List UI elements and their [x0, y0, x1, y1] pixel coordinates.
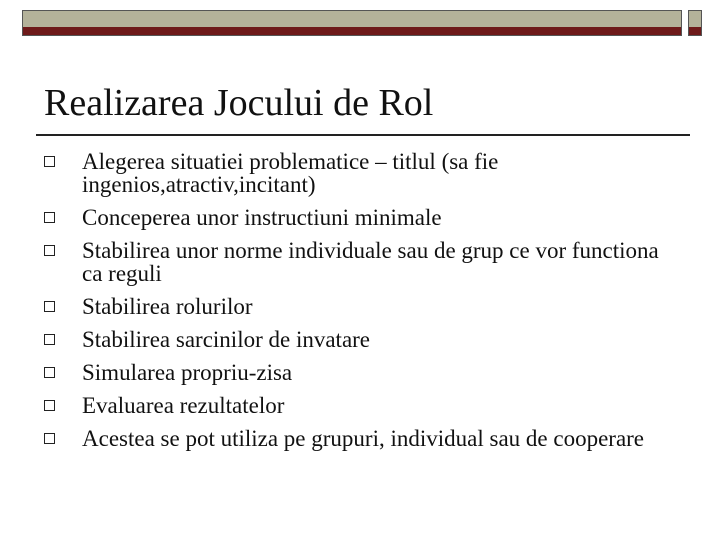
header-corner-box: [688, 10, 702, 36]
bullet-list: [44, 150, 684, 460]
bullet-item: [44, 394, 684, 417]
hollow-square-icon: [44, 156, 55, 167]
bullet-text: Evaluarea rezultatelor: [82, 393, 285, 418]
corner-box-olive-stripe: [689, 11, 701, 27]
title-divider: [36, 134, 690, 136]
bullet-item: [44, 361, 684, 384]
hollow-square-icon: [44, 400, 55, 411]
header-bar-olive-stripe: [23, 11, 681, 27]
hollow-square-icon: [44, 245, 55, 256]
bullet-item: [44, 206, 684, 229]
bullet-text: Conceperea unor instructiuni minimale: [82, 205, 442, 230]
bullet-item: [44, 328, 684, 351]
bullet-text: Alegerea situatiei problematice – titlul (sa fie ingenios,atractiv,incitant): [82, 149, 499, 197]
hollow-square-icon: [44, 433, 55, 444]
bullet-item: [44, 427, 684, 450]
bullet-item: [44, 239, 684, 285]
header-decorative-bar: [22, 10, 682, 36]
hollow-square-icon: [44, 367, 55, 378]
slide-title: Realizarea Jocului de Rol: [44, 82, 434, 124]
bullet-text: Stabilirea rolurilor: [82, 294, 253, 319]
bullet-item: [44, 295, 684, 318]
bullet-text: Acestea se pot utiliza pe grupuri, individual sau de cooperare: [82, 426, 645, 451]
hollow-square-icon: [44, 334, 55, 345]
bullet-text: Simularea propriu-zisa: [82, 360, 293, 385]
header-bar-red-stripe: [23, 27, 681, 35]
bullet-text: Stabilirea unor norme individuale sau de grup ce vor functiona ca reguli: [82, 238, 659, 286]
bullet-item: [44, 150, 684, 196]
bullet-text: Stabilirea sarcinilor de invatare: [82, 327, 371, 352]
hollow-square-icon: [44, 212, 55, 223]
corner-box-red-stripe: [689, 27, 701, 35]
hollow-square-icon: [44, 301, 55, 312]
